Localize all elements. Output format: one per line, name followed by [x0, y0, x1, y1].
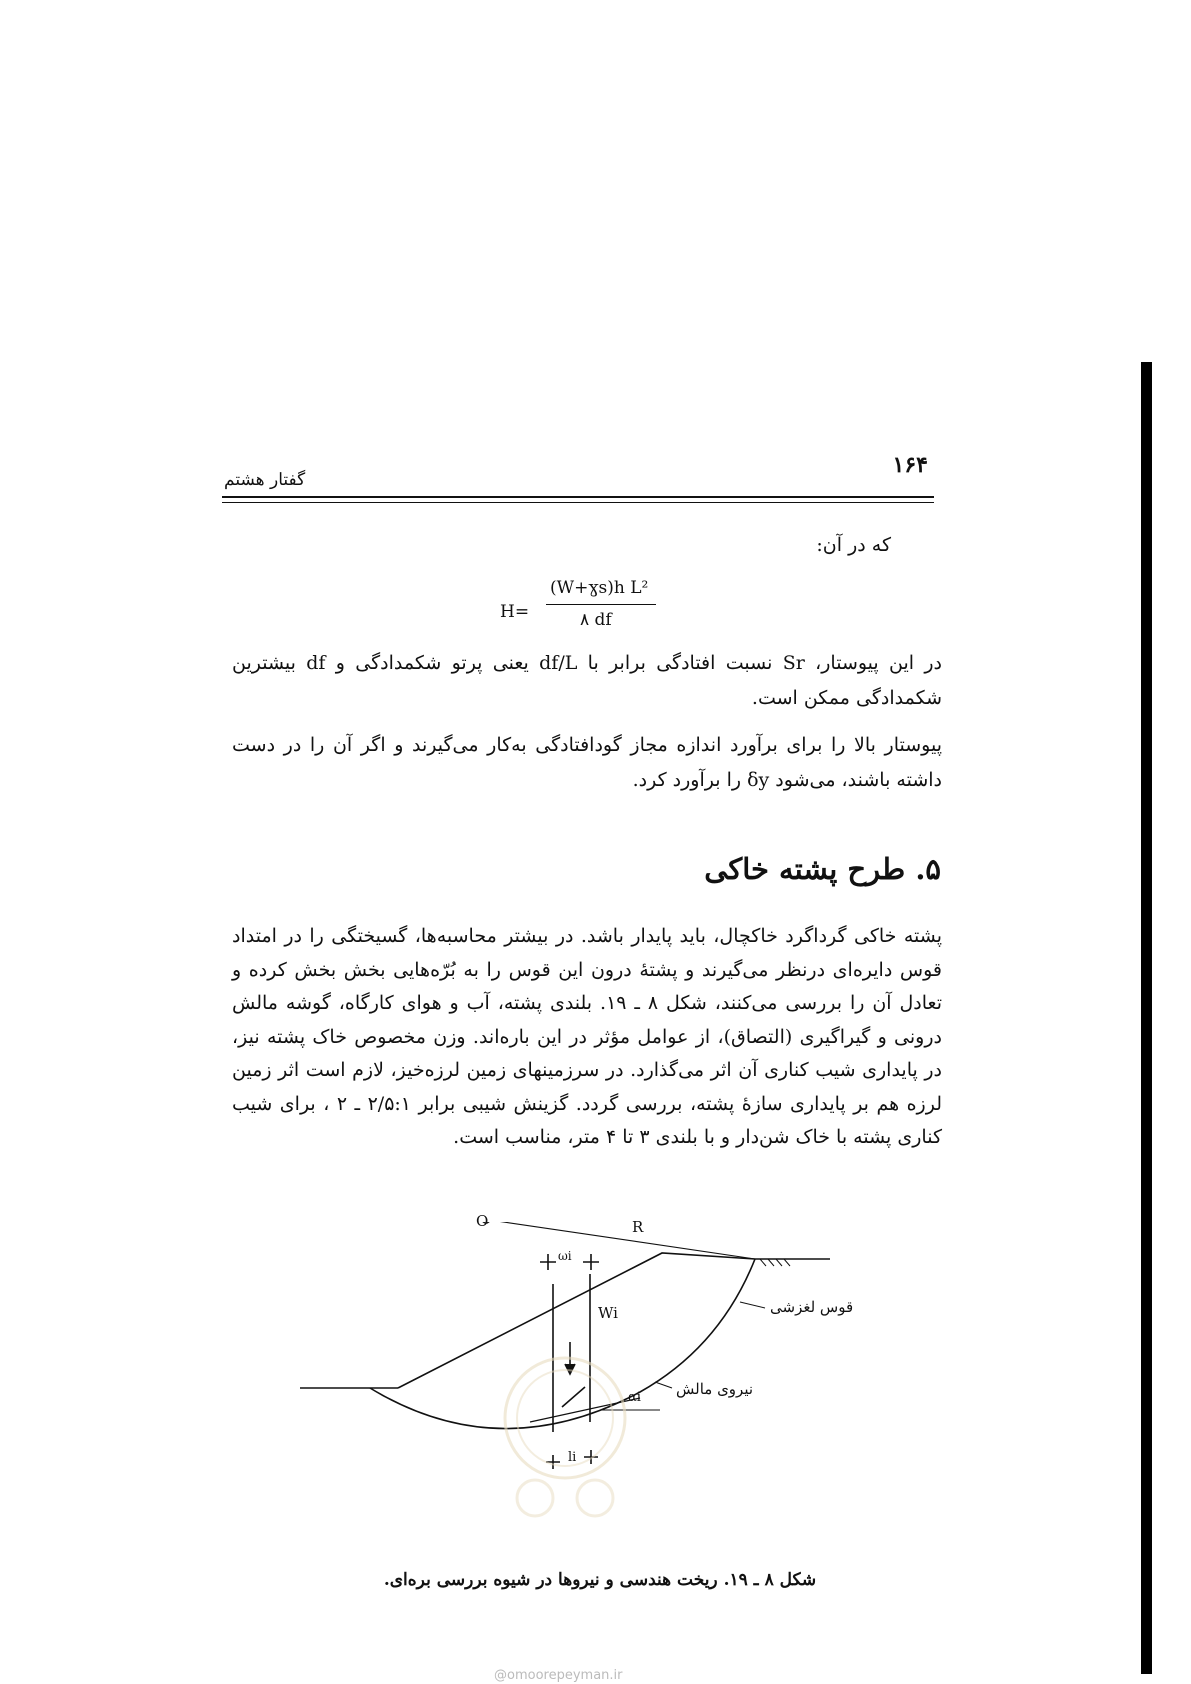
label-slip-arc: قوس لغزشی [770, 1298, 854, 1316]
label-alpha: αi [628, 1390, 641, 1405]
formula-numerator: (W+ɣs)h L² [550, 578, 649, 598]
watermark-seal [495, 1348, 635, 1528]
intro-text: که در آن: [816, 534, 891, 556]
label-radius-r: R [632, 1218, 644, 1236]
header-rule-thin [222, 502, 934, 503]
radius-line [490, 1222, 755, 1259]
paragraph-3: پشته خاکی گرداگرد خاکچال، باید پایدار باشد. در بیشتر محاسبه‌ها، گسیختگی را در امتداد قوس دایره‌ای درنظر می‌گیرند و پشتهٔ درون این قوس را به بُرّه‌هایی بخش بخش کرده و تعادل آن را بررسی می‌کنند، شکل ۸ ـ ۱۹. بلندی پشته، آب و هوای کارگاه، گوشه مالش درونی و گیراگیری (التصاق)، از عوامل مؤثر در این باره‌اند. وزن مخصوص خاک پشته نیز، در پایداری شیب کناری آن اثر می‌گذارد. در سرزمینهای زمین لرزه‌خیز، لازم است اثر زمین لرزه هم بر پایداری سازهٔ پشته، بررسی گردد. گزینش شیبی برابر ۲/۵:۱ ـ ۲ ، برای شیب کناری پشته با خاک شن‌دار و با بلندی ۳ تا ۴ متر، مناسب است. [232, 925, 943, 1148]
label-length: li [568, 1450, 577, 1465]
ground-hatch [760, 1259, 790, 1266]
header-rule [222, 496, 934, 498]
label-omega: ωi [558, 1249, 572, 1263]
page-header [222, 452, 934, 512]
watermark-text: @omoorepeyman.ir [494, 1668, 623, 1683]
friction-pointer [655, 1382, 672, 1388]
formula-lhs: H= [500, 602, 530, 622]
section-number: ۵. [915, 852, 941, 886]
figure-caption: شکل ۸ ـ ۱۹. ریخت هندسی و نیروها در شیوه بررسی بره‌ای. [383, 1570, 817, 1590]
cross-mark-left [540, 1254, 556, 1270]
formula-denominator: ۸ df [580, 610, 612, 630]
paragraph-1: در این پیوستار، Sr نسبت افتادگی برابر با df/L یعنی پرتو شکمدادگی و df بیشترین شکمدادگی ممکن است. [232, 652, 943, 709]
fraction-bar [546, 604, 656, 605]
page-edge-bar [1141, 362, 1152, 1674]
section-title: طرح پشته خاکی [704, 852, 906, 886]
cross-mark-right [583, 1254, 599, 1270]
paragraph-2: پیوستار بالا را برای برآورد اندازه مجاز گودافتادگی به‌کار می‌گیرند و اگر آن را در دست داشته باشند، می‌شود δy را برآورد کرد. [232, 734, 942, 791]
label-friction-force: نیروی مالش [676, 1380, 754, 1398]
label-center-o: O [476, 1212, 489, 1230]
page-number: ۱۶۴ [892, 452, 928, 478]
label-weight: Wi [598, 1304, 618, 1322]
section-heading [704, 852, 941, 886]
slip-arc-pointer [740, 1302, 765, 1308]
chapter-title: گفتار هشتم [224, 470, 306, 490]
